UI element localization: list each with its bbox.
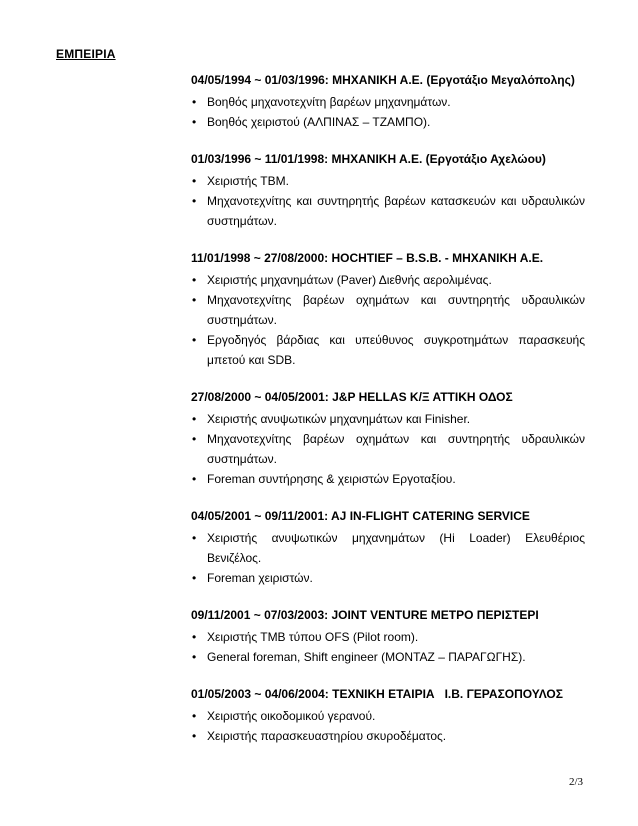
bullet-item: • Χειριστής ανυψωτικών μηχανημάτων (Hi Loader) Ελευθέριος Βενιζέλος. [191,528,585,568]
entry-header: 27/08/2000 ~ 04/05/2001: J&P HELLAS Κ/Ξ ΑΤΤΙΚΗ ΟΔΟΣ [191,390,513,404]
entry-header: 09/11/2001 ~ 07/03/2003: JOINT VENTURE ΜΕΤΡΟ ΠΕΡΙΣΤΕΡΙ [191,608,539,622]
bullet-list [191,171,585,231]
bullet-item: • Μηχανοτεχνίτης βαρέων οχημάτων και συντηρητής υδραυλικών συστημάτων. [191,290,585,330]
bullet-item: • Χειριστής παρασκευαστηρίου σκυροδέματος. [191,726,585,746]
bullet-item: • Μηχανοτεχνίτης και συντηρητής βαρέων κατασκευών και υδραυλικών συστημάτων. [191,191,585,231]
bullet-item: • Χειριστής ανυψωτικών μηχανημάτων και Finisher. [191,409,585,429]
bullet-item: • Χειριστής μηχανημάτων (Paver) Διεθνής αερολιμένας. [191,270,585,290]
experience-entry [191,151,585,231]
experience-entry [191,686,585,746]
bullet-item: • Βοηθός χειριστού (ΑΛΠΙΝΑΣ – ΤΖΑΜΠΟ). [191,112,585,132]
experience-entry [191,72,585,132]
bullet-list [191,92,585,132]
bullet-list [191,270,585,370]
bullet-list [191,409,585,489]
bullet-item: • Foreman χειριστών. [191,568,585,588]
bullet-list [191,627,585,667]
section-title: ΕΜΠΕΙΡΙΑ [56,47,116,61]
bullet-item: • Χειριστής οικοδομικού γερανού. [191,706,585,726]
entry-header: 11/01/1998 ~ 27/08/2000: HOCHTIEF – B.S.B. - ΜΗΧΑΝΙΚΗ Α.Ε. [191,251,544,265]
entry-header: 01/05/2003 ~ 04/06/2004: ΤΕΧΝΙΚΗ ΕΤΑΙΡΙΑ Ι.Β. ΓΕΡΑΣΟΠΟΥΛΟΣ [191,687,563,701]
experience-entry [191,250,585,370]
entry-header: 04/05/2001 ~ 09/11/2001: AJ IN-FLIGHT CATERING SERVICE [191,509,530,523]
bullet-item: • Εργοδηγός βάρδιας και υπεύθυνος συγκροτημάτων παρασκευής μπετού και SDB. [191,330,585,370]
bullet-item: • Μηχανοτεχνίτης βαρέων οχημάτων και συντηρητής υδραυλικών συστημάτων. [191,429,585,469]
bullet-list [191,706,585,746]
experience-list [191,72,585,765]
bullet-list [191,528,585,588]
experience-entry [191,508,585,588]
entry-header: 01/03/1996 ~ 11/01/1998: ΜΗΧΑΝΙΚΗ Α.Ε. (Εργοτάξιο Αχελώου) [191,152,546,166]
bullet-item: • Χειριστής ΤΜΒ τύπου OFS (Pilot room). [191,627,585,647]
bullet-item: • General foreman, Shift engineer (ΜΟΝΤΑΖ – ΠΑΡΑΓΩΓΗΣ). [191,647,585,667]
page-number: 2/3 [569,776,584,788]
bullet-item: • Foreman συντήρησης & χειριστών Εργοταξίου. [191,469,585,489]
bullet-item: • Χειριστής ΤΒΜ. [191,171,585,191]
experience-entry [191,607,585,667]
experience-entry [191,389,585,489]
bullet-item: • Βοηθός μηχανοτεχνίτη βαρέων μηχανημάτων. [191,92,585,112]
entry-header: 04/05/1994 ~ 01/03/1996: ΜΗΧΑΝΙΚΗ Α.Ε. (Εργοτάξιο Μεγαλόπολης) [191,73,575,87]
